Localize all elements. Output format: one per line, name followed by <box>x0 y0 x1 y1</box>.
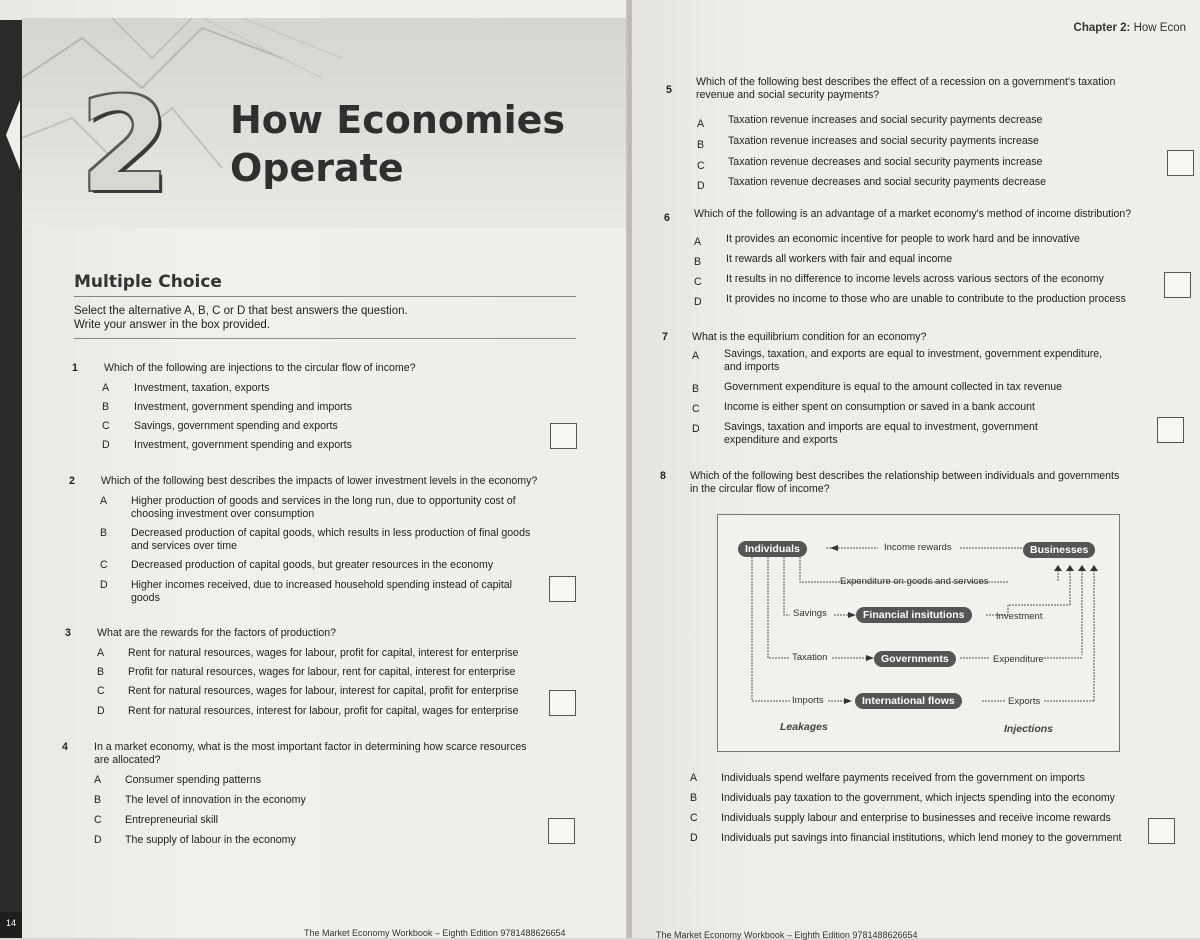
option-text: The supply of labour in the economy <box>125 834 296 846</box>
option-letter: D <box>692 423 700 435</box>
answer-box-3[interactable] <box>549 690 576 716</box>
option-text: It provides an economic incentive for people to work hard and be innovative <box>726 233 1080 245</box>
question-text: Which of the following best describes the relationship between individuals and governments in the circular flow of income? <box>690 470 1120 495</box>
option-letter: D <box>690 832 698 844</box>
heading-rule <box>74 296 576 297</box>
option-text: Rent for natural resources, wages for labour, profit for capital, interest for enterprise <box>128 647 519 659</box>
option-letter: B <box>690 792 698 804</box>
option-letter: D <box>94 834 102 846</box>
label-taxation: Taxation <box>792 652 828 663</box>
option-letter: D <box>97 705 105 717</box>
option-text: Higher production of goods and services in the long run, due to opportunity cost of choosing investment over consumption <box>131 495 516 520</box>
option-letter: D <box>697 180 705 192</box>
label-injections: Injections <box>1004 723 1054 735</box>
question-text: Which of the following is an advantage of a market economy's method of income distribution? <box>694 208 1132 220</box>
option-letter: A <box>690 772 698 784</box>
option-letter: C <box>692 403 700 415</box>
label-exports: Exports <box>1008 696 1041 707</box>
label-expenditure-goods: Expenditure on goods and services <box>840 576 989 587</box>
page-edge-tab <box>0 20 22 938</box>
answer-box-8[interactable] <box>1148 818 1175 844</box>
chapter-number: 2 <box>80 69 171 221</box>
option-text: Individuals pay taxation to the government, which injects spending into the economy <box>721 792 1115 804</box>
left-footer: The Market Economy Workbook – Eighth Edition 9781488626654 <box>304 928 566 938</box>
option-letter: C <box>97 685 105 697</box>
option-letter: C <box>94 814 102 826</box>
label-imports: Imports <box>792 695 824 706</box>
option-letter: B <box>694 256 702 268</box>
option-letter: B <box>100 527 108 539</box>
option-text: Individuals put savings into financial institutions, which lend money to the government <box>721 832 1122 844</box>
option-text: Higher incomes received, due to increased household spending instead of capital goods <box>131 579 513 604</box>
option-letter: C <box>100 559 108 571</box>
option-text: Taxation revenue decreases and social security payments decrease <box>728 176 1046 188</box>
option-letter: B <box>97 666 105 678</box>
label-expenditure: Expenditure <box>993 654 1044 665</box>
option-text: Investment, taxation, exports <box>134 382 270 394</box>
option-letter: C <box>690 812 698 824</box>
option-letter: B <box>692 383 700 395</box>
option-text: Decreased production of capital goods, but greater resources in the economy <box>131 559 494 571</box>
option-letter: A <box>102 382 110 394</box>
option-text: Taxation revenue decreases and social security payments increase <box>728 156 1043 168</box>
instructions-rule <box>74 338 576 339</box>
node-businesses: Businesses <box>1023 542 1095 558</box>
option-text: The level of innovation in the economy <box>125 794 306 806</box>
answer-box-2[interactable] <box>549 576 576 602</box>
label-savings: Savings <box>793 608 827 619</box>
option-letter: A <box>692 350 700 362</box>
option-text: Savings, government spending and exports <box>134 420 338 432</box>
option-text: It results in no difference to income levels across various sectors of the economy <box>726 273 1104 285</box>
node-individuals: Individuals <box>738 541 807 557</box>
question-number: 1 <box>72 362 78 374</box>
option-text: Taxation revenue increases and social security payments decrease <box>728 114 1043 126</box>
instructions <box>74 304 408 332</box>
question-text: Which of the following best describes the impacts of lower investment levels in the economy? <box>101 475 538 487</box>
option-text: Rent for natural resources, interest for labour, profit for capital, wages for enterprise <box>128 705 519 717</box>
option-text: Savings, taxation, and exports are equal to investment, government expenditure, and imports <box>724 348 1103 373</box>
option-letter: A <box>694 236 702 248</box>
option-letter: B <box>94 794 102 806</box>
question-text: What are the rewards for the factors of production? <box>97 627 337 639</box>
chapter-title <box>230 96 565 192</box>
option-text: Government expenditure is equal to the amount collected in tax revenue <box>724 381 1063 393</box>
question-number: 8 <box>660 470 666 482</box>
node-international-flows: International flows <box>855 693 962 709</box>
question-text: In a market economy, what is the most important factor in determining how scarce resources are allocated? <box>94 741 527 766</box>
option-letter: B <box>102 401 110 413</box>
chapter-title-line2: Operate <box>230 146 404 190</box>
question-number: 6 <box>664 212 670 224</box>
instructions-line2: Write your answer in the box provided. <box>74 319 271 331</box>
answer-box-1[interactable] <box>550 423 577 449</box>
answer-box-7[interactable] <box>1157 417 1184 443</box>
node-governments: Governments <box>874 651 956 667</box>
label-investment: Investment <box>996 611 1043 622</box>
option-text: Decreased production of capital goods, which results in less production of final goods and services over time <box>131 527 531 552</box>
option-letter: C <box>102 420 110 432</box>
option-text: Taxation revenue increases and social security payments increase <box>728 135 1039 147</box>
option-text: Rent for natural resources, wages for labour, interest for capital, profit for enterprise <box>128 685 519 697</box>
option-letter: C <box>697 160 705 172</box>
question-number: 7 <box>662 331 668 343</box>
node-financial-institutions: Financial insitutions <box>856 607 972 623</box>
question-text: Which of the following are injections to the circular flow of income? <box>104 362 416 374</box>
option-letter: B <box>697 139 705 151</box>
circular-flow-diagram <box>717 514 1120 752</box>
option-letter: C <box>694 276 702 288</box>
option-text: Income is either spent on consumption or saved in a bank account <box>724 401 1035 413</box>
right-footer: The Market Economy Workbook – Eighth Edition 9781488626654 <box>656 930 918 940</box>
option-text: Individuals supply labour and enterprise to businesses and receive income rewards <box>721 812 1111 824</box>
question-text: Which of the following best describes the effect of a recession on a government's taxation revenue and social security payments? <box>696 76 1116 101</box>
chapter-title-line1: How Economies <box>230 98 566 142</box>
answer-box-6[interactable] <box>1164 272 1191 298</box>
answer-box-5[interactable] <box>1167 150 1194 176</box>
option-text: Profit for natural resources, wages for labour, rent for capital, interest for enterprise <box>128 666 516 678</box>
option-text: Savings, taxation and imports are equal to investment, government expenditure and exports <box>724 421 1038 446</box>
label-income-rewards: Income rewards <box>884 542 952 553</box>
option-letter: A <box>697 118 705 130</box>
option-letter: A <box>97 647 105 659</box>
running-header: Chapter 2: How Econ <box>1073 22 1186 34</box>
question-number: 4 <box>62 741 68 753</box>
option-letter: D <box>694 296 702 308</box>
option-text: Individuals spend welfare payments received from the government on imports <box>721 772 1085 784</box>
option-letter: A <box>94 774 102 786</box>
option-letter: D <box>100 579 108 591</box>
question-number: 5 <box>666 84 672 96</box>
option-text: Investment, government spending and imports <box>134 401 352 413</box>
chapter-banner <box>22 18 626 228</box>
label-leakages: Leakages <box>780 721 828 733</box>
answer-box-4[interactable] <box>548 818 575 844</box>
question-number: 3 <box>65 627 71 639</box>
instructions-line1: Select the alternative A, B, C or D that best answers the question. <box>74 305 408 317</box>
option-text: It provides no income to those who are unable to contribute to the production process <box>726 293 1126 305</box>
question-number: 2 <box>69 475 75 487</box>
option-text: Consumer spending patterns <box>125 774 262 786</box>
edge-notch <box>6 100 20 170</box>
option-text: It rewards all workers with fair and equal income <box>726 253 953 265</box>
page-number: 14 <box>0 912 22 938</box>
question-text: What is the equilibrium condition for an economy? <box>692 331 927 343</box>
section-heading: Multiple Choice <box>74 272 222 292</box>
option-letter: A <box>100 495 108 507</box>
option-text: Investment, government spending and exports <box>134 439 352 451</box>
option-text: Entrepreneurial skill <box>125 814 219 826</box>
option-letter: D <box>102 439 110 451</box>
